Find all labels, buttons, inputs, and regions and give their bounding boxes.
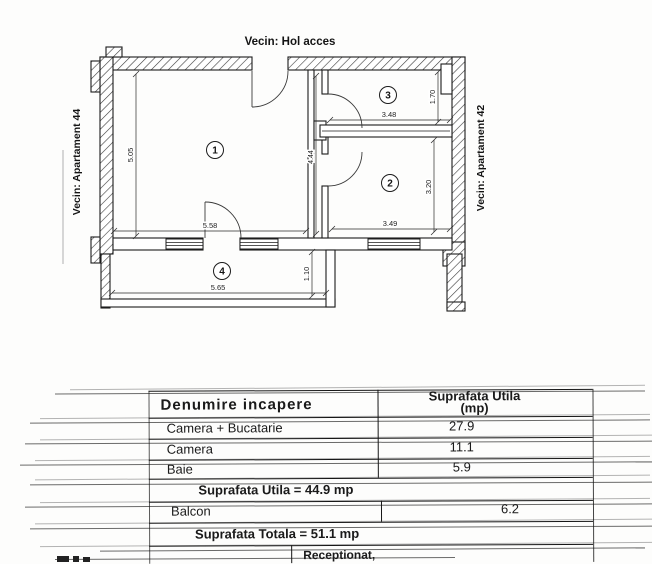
table-column-divider [291,545,292,563]
room-2-number: 2 [387,178,393,190]
neighbor-left-label: Vecin: Apartament 44 [71,108,83,216]
table-row-area: 5.9 [452,459,471,475]
dim-bath-width: 3.48 [381,110,397,119]
cut-glyph-mark [57,556,69,562]
table-header-room-name: Denumire incapere [160,396,313,414]
neighbor-top-label: Vecin: Hol acces [244,36,336,48]
dim-room1-height: 5.05 [126,147,135,163]
dim-room1-width: 5.58 [202,221,218,230]
table-row-name: Camera + Bucatarie [166,420,283,436]
dim-balcony-height: 1.10 [302,266,311,282]
cut-glyph-mark [73,556,79,562]
dim-room2-width: 3.49 [382,219,398,228]
table-column-divider [381,501,382,522]
table-row-name: Camera [166,441,214,457]
cut-glyph-mark [83,557,90,562]
table-border [592,389,594,562]
table-row-area-balcony: 6.2 [500,501,520,517]
total-area: Suprafata Totala = 51.1 mp [195,525,360,542]
neighbor-right-label: Vecin: Apartament 42 [475,104,487,212]
dim-bath-height: 1.70 [428,89,437,105]
table-row-area: 11.1 [449,439,474,455]
received-label: Receptionat, [303,547,376,563]
table-border [149,521,593,524]
room-1-number: 1 [212,145,218,157]
room-4-number: 4 [219,266,225,278]
room-3-number: 3 [385,90,391,102]
table-row-name: Baie [166,461,193,477]
table-row-name-balcony: Balcon [170,503,211,519]
table-header-area-line2: (mp) [460,400,489,416]
table-header-area-line1: Suprafata Utila [428,388,521,404]
dim-room2-height: 3.20 [424,179,433,195]
table-border [149,477,593,480]
table-border [149,416,593,419]
table-border [149,437,593,440]
dim-balcony-width: 5.65 [210,283,226,292]
table-header-area [378,390,570,415]
table-border [149,458,593,461]
table-border [149,544,593,547]
useful-area-subtotal: Suprafata Utila = 44.9 mp [198,481,354,498]
dim-hall-height: 4.44 [308,150,315,164]
table-row-area: 27.9 [448,418,475,434]
